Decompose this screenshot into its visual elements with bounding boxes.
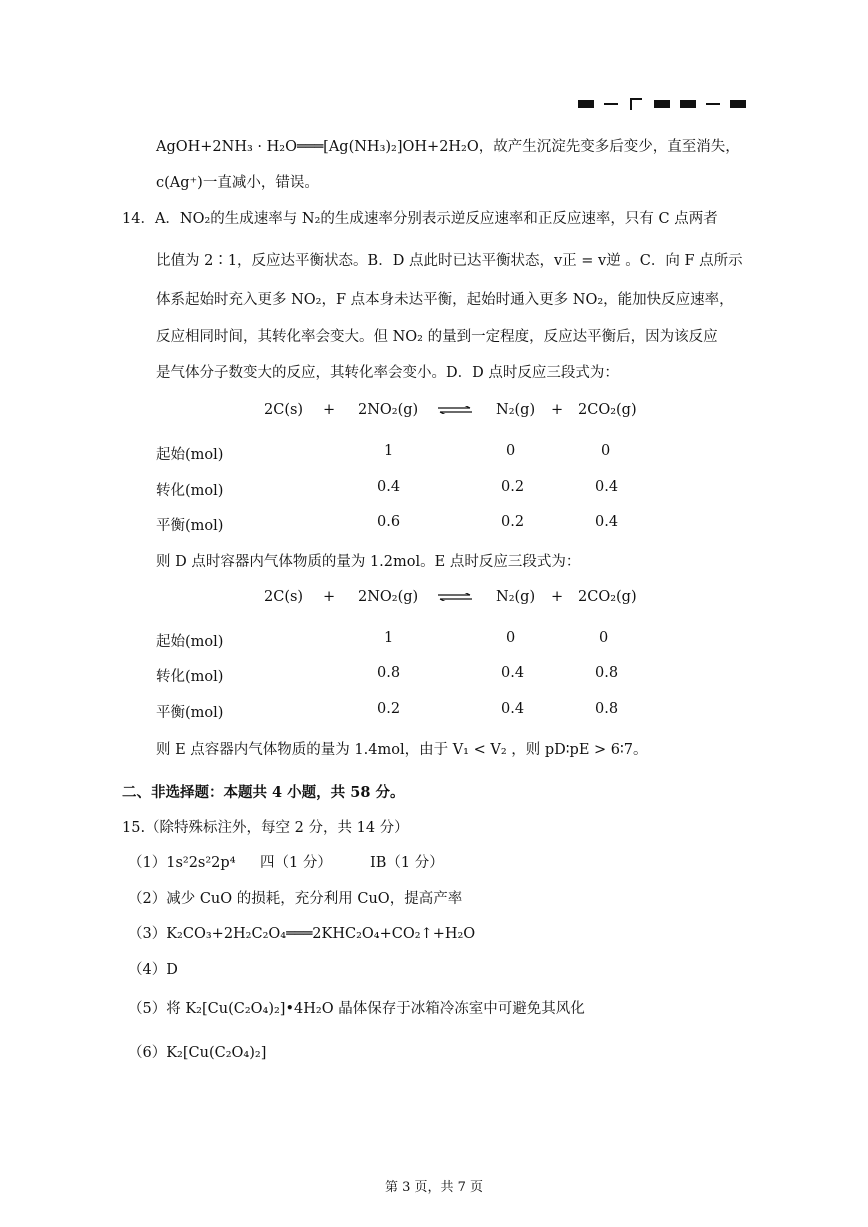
- question-14: 14．A．NO₂的生成速率与 N₂的生成速率分别表示逆反应速率和正反应速率，只有 C 点两者: [122, 211, 718, 227]
- cell: 1: [384, 443, 394, 459]
- cell: 0: [506, 443, 516, 459]
- reactant-c: 2C(s): [264, 402, 304, 418]
- plus-sign: +: [323, 402, 336, 418]
- header-mark: [578, 98, 746, 110]
- reactant-no2: 2NO₂(g): [358, 589, 419, 605]
- text-line: 比值为 2∶1，反应达平衡状态。B．D 点此时已达平衡状态，v正 = v逆 。C．向 F 点所示: [156, 253, 743, 269]
- text-line: 则 D 点时容器内气体物质的量为 1.2mol。E 点时反应三段式为：: [156, 554, 581, 570]
- row-label: 转化(mol): [156, 483, 224, 499]
- cell: 0: [599, 630, 609, 646]
- cell: 0.4: [595, 479, 619, 495]
- text-line: 是气体分子数变大的反应，其转化率会变小。D．D 点时反应三段式为：: [156, 365, 619, 381]
- cell: 0.8: [595, 701, 619, 717]
- answer-6: （6）K₂[Cu(C₂O₄)₂]: [128, 1045, 267, 1061]
- product-co2: 2CO₂(g): [578, 402, 637, 418]
- row-label: 起始(mol): [156, 634, 224, 650]
- answer-1-period: 四（1 分）: [260, 855, 332, 871]
- text-line: 则 E 点容器内气体物质的量为 1.4mol，由于 V₁ < V₂ ，则 pD∶pE > 6∶7。: [156, 742, 648, 758]
- cell: 0.2: [377, 701, 401, 717]
- cell: 0.6: [377, 514, 401, 530]
- cell: 1: [384, 630, 394, 646]
- reactant-no2: 2NO₂(g): [358, 402, 419, 418]
- equilibrium-arrow-icon: [438, 589, 472, 605]
- page-footer: 第 3 页，共 7 页: [384, 1180, 484, 1195]
- cell: 0: [506, 630, 516, 646]
- row-label: 平衡(mol): [156, 705, 224, 721]
- answer-1-group: ⅠB（1 分）: [370, 855, 444, 871]
- question-15: 15.（除特殊标注外，每空 2 分，共 14 分）: [122, 820, 409, 836]
- cell: 0.4: [501, 665, 525, 681]
- row-label: 转化(mol): [156, 669, 224, 685]
- cell: 0.4: [501, 701, 525, 717]
- plus-sign: +: [551, 402, 564, 418]
- answer-2: （2）减少 CuO 的损耗，充分利用 CuO，提高产率: [128, 891, 463, 907]
- answer-1: （1）1s²2s²2p⁴: [128, 855, 236, 871]
- cell: 0.4: [595, 514, 619, 530]
- product-n2: N₂(g): [496, 589, 536, 605]
- cell: 0.8: [377, 665, 401, 681]
- cell: 0.2: [501, 514, 525, 530]
- answer-3: （3）K₂CO₃+2H₂C₂O₄═══2KHC₂O₄+CO₂↑+H₂O: [128, 926, 476, 942]
- answer-5: （5）将 K₂[Cu(C₂O₄)₂]•4H₂O 晶体保存于冰箱冷冻室中可避免其风化: [128, 1001, 585, 1017]
- cell: 0.8: [595, 665, 619, 681]
- product-n2: N₂(g): [496, 402, 536, 418]
- equilibrium-arrow-icon: [438, 402, 472, 418]
- cell: 0.2: [501, 479, 525, 495]
- reactant-c: 2C(s): [264, 589, 304, 605]
- text-line: AgOH+2NH₃ · H₂O═══[Ag(NH₃)₂]OH+2H₂O，故产生沉淀先变多后变少，直至消失，: [156, 139, 740, 155]
- plus-sign: +: [551, 589, 564, 605]
- answer-4: （4）D: [128, 962, 178, 978]
- section-heading: 二、非选择题：本题共 4 小题，共 58 分。: [122, 784, 405, 801]
- text-line: 反应相同时间，其转化率会变大。但 NO₂ 的量到一定程度，反应达平衡后，因为该反应: [156, 329, 718, 345]
- cell: 0.4: [377, 479, 401, 495]
- cell: 0: [601, 443, 611, 459]
- text-line: c(Ag⁺)一直减小，错误。: [156, 175, 319, 191]
- text-line: 体系起始时充入更多 NO₂，F 点本身未达平衡，起始时通入更多 NO₂，能加快反应速率，: [156, 292, 734, 308]
- row-label: 起始(mol): [156, 447, 224, 463]
- row-label: 平衡(mol): [156, 518, 224, 534]
- plus-sign: +: [323, 589, 336, 605]
- product-co2: 2CO₂(g): [578, 589, 637, 605]
